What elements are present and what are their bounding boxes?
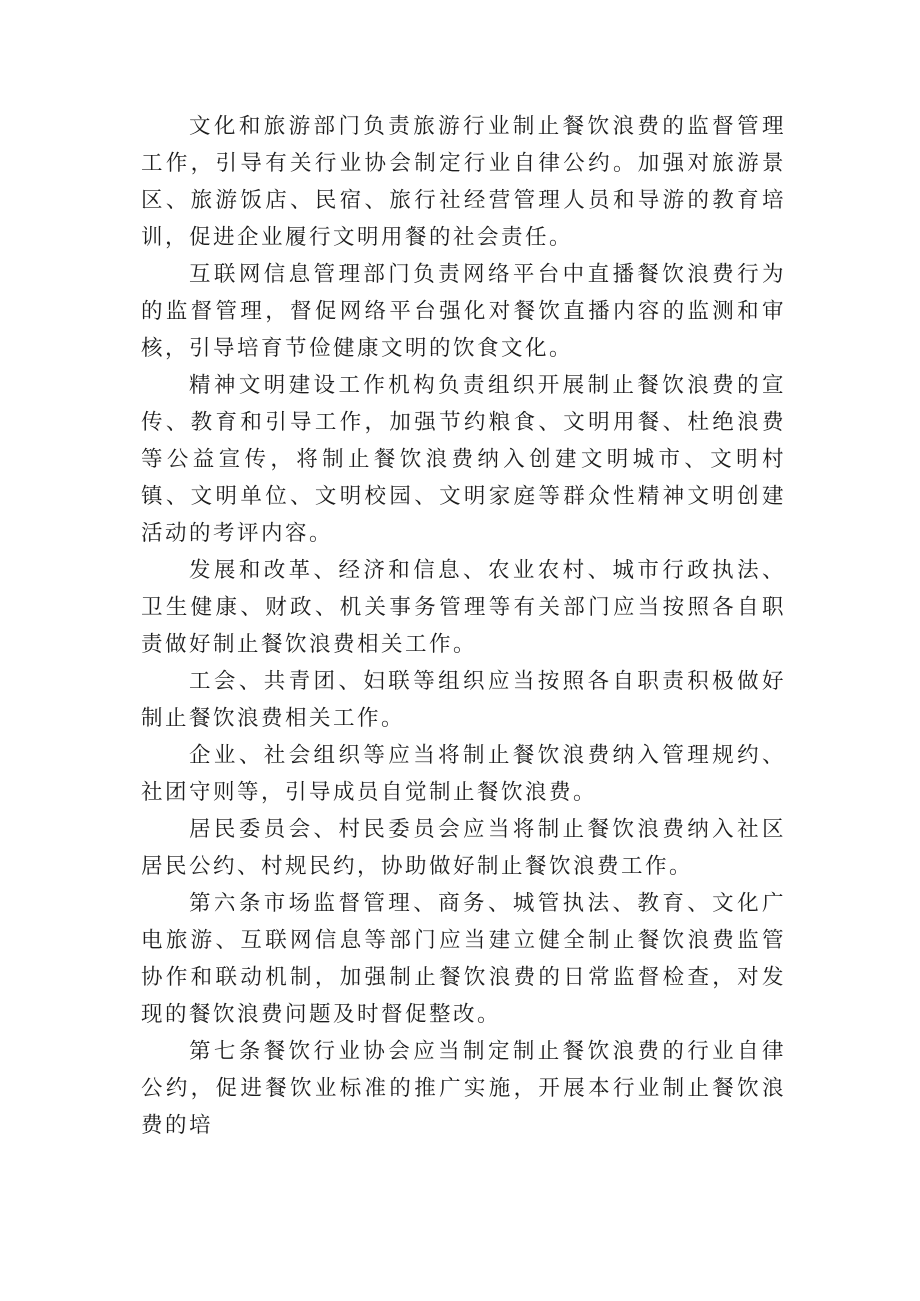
paragraph-article-six: 第六条市场监督管理、商务、城管执法、教育、文化广电旅游、互联网信息等部门应当建立健全制止餐饮浪费监管协作和联动机制，加强制止餐饮浪费的日常监督检查，对发现的餐饮浪费问题及时督促整改。: [141, 891, 786, 1027]
paragraph-article-seven: 第七条餐饮行业协会应当制定制止餐饮浪费的行业自律公约，促进餐饮业标准的推广实施，开展本行业制止餐饮浪费的培: [141, 1039, 786, 1138]
paragraph-committees: 居民委员会、村民委员会应当将制止餐饮浪费纳入社区居民公约、村规民约，协助做好制止餐饮浪费工作。: [141, 817, 786, 879]
paragraph-enterprises: 企业、社会组织等应当将制止餐饮浪费纳入管理规约、社团守则等，引导成员自觉制止餐饮浪费。: [141, 743, 786, 805]
paragraph-culture-tourism: 文化和旅游部门负责旅游行业制止餐饮浪费的监督管理工作，引导有关行业协会制定行业自律公约。加强对旅游景区、旅游饭店、民宿、旅行社经营管理人员和导游的教育培训，促进企业履行文明用餐的社会责任。: [141, 114, 786, 250]
paragraph-spiritual-civilization: 精神文明建设工作机构负责组织开展制止餐饮浪费的宣传、教育和引导工作，加强节约粮食、文明用餐、杜绝浪费等公益宣传，将制止餐饮浪费纳入创建文明城市、文明村镇、文明单位、文明校园、文明家庭等群众性精神文明创建活动的考评内容。: [141, 373, 786, 546]
paragraph-internet-info: 互联网信息管理部门负责网络平台中直播餐饮浪费行为的监督管理，督促网络平台强化对餐饮直播内容的监测和审核，引导培育节俭健康文明的饮食文化。: [141, 262, 786, 361]
paragraph-development-reform: 发展和改革、经济和信息、农业农村、城市行政执法、卫生健康、财政、机关事务管理等有关部门应当按照各自职责做好制止餐饮浪费相关工作。: [141, 558, 786, 657]
document-body: [141, 108, 786, 1144]
paragraph-trade-union: 工会、共青团、妇联等组织应当按照各自职责积极做好制止餐饮浪费相关工作。: [141, 669, 786, 731]
